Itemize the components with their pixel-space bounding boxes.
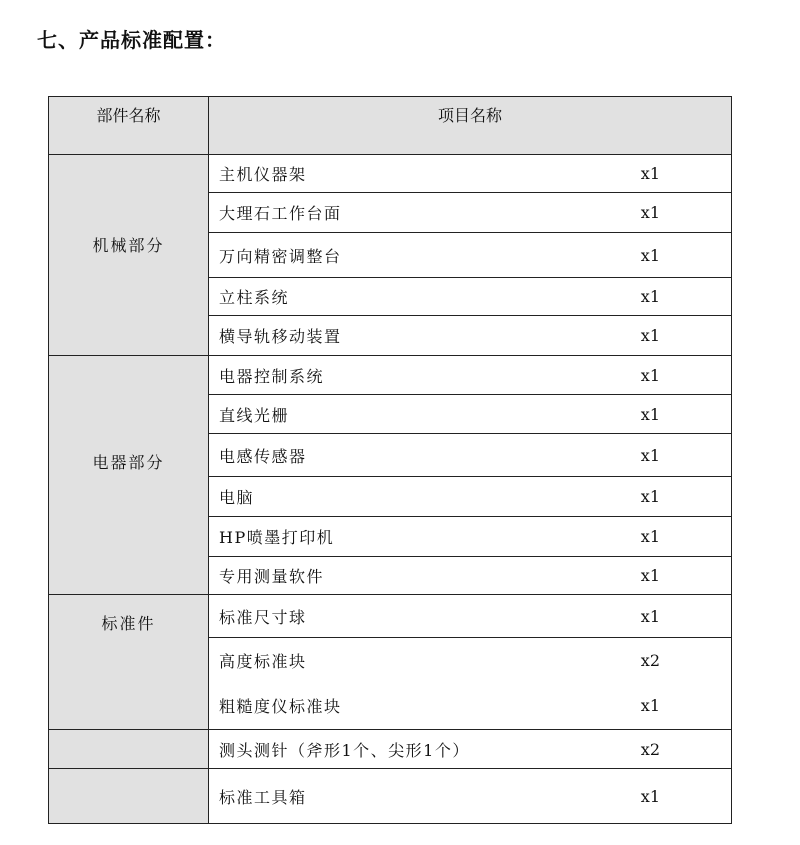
header-category: 部件名称 <box>49 97 209 155</box>
item-qty: x1 <box>640 696 660 716</box>
item-cell <box>209 434 732 477</box>
item-cell <box>209 683 732 730</box>
item-cell <box>209 193 732 233</box>
item-cell <box>209 730 732 769</box>
item-cell <box>209 517 732 557</box>
category-label: 机械部分 <box>92 236 165 255</box>
item-cell <box>209 395 732 434</box>
item-name: 专用测量软件 <box>219 567 325 586</box>
category-cell-empty <box>49 730 209 769</box>
section-title: 七、产品标准配置： <box>37 28 226 52</box>
category-label: 电器部分 <box>92 453 165 472</box>
table-row <box>49 356 732 395</box>
item-name: 直线光栅 <box>219 405 290 425</box>
item-name: 测头测针（斧形1个、尖形1个） <box>219 740 470 760</box>
item-qty: x1 <box>640 487 660 506</box>
item-qty: x1 <box>640 203 660 222</box>
item-name: 电器控制系统 <box>219 366 325 386</box>
configuration-table <box>48 96 732 824</box>
table-row <box>49 769 732 824</box>
item-name: 粗糙度仪标准块 <box>219 697 342 717</box>
item-name: 电脑 <box>219 488 255 507</box>
item-qty: x1 <box>640 527 660 546</box>
item-cell <box>209 769 732 824</box>
item-cell <box>209 477 732 517</box>
category-cell-mechanical <box>49 155 209 356</box>
item-qty: x1 <box>640 606 660 626</box>
table-row <box>49 595 732 638</box>
item-name: 立柱系统 <box>219 288 290 307</box>
table-row <box>49 730 732 769</box>
table-header-row <box>49 97 732 155</box>
item-qty: x1 <box>640 786 660 806</box>
table-row <box>49 155 732 193</box>
item-cell <box>209 595 732 638</box>
item-cell <box>209 155 732 193</box>
item-qty: x1 <box>640 566 660 585</box>
item-cell <box>209 278 732 316</box>
category-cell-electrical <box>49 356 209 595</box>
item-cell <box>209 316 732 356</box>
item-name: 主机仪器架 <box>219 165 307 184</box>
category-cell-standard-parts <box>49 595 209 730</box>
item-qty: x1 <box>640 245 660 265</box>
item-name: 标准尺寸球 <box>219 607 307 627</box>
item-name: HP喷墨打印机 <box>219 528 335 547</box>
item-cell <box>209 557 732 595</box>
item-qty: x1 <box>640 445 660 465</box>
item-qty: x1 <box>640 164 660 183</box>
item-name: 横导轨移动装置 <box>219 327 342 346</box>
item-name: 大理石工作台面 <box>219 204 342 223</box>
category-cell-empty <box>49 769 209 824</box>
item-qty: x2 <box>640 650 660 670</box>
header-item: 项目名称 <box>209 97 732 155</box>
item-qty: x1 <box>640 326 660 345</box>
item-qty: x1 <box>640 287 660 306</box>
item-cell <box>209 356 732 395</box>
category-label: 标准件 <box>101 614 156 633</box>
item-qty: x2 <box>640 739 660 759</box>
item-name: 标准工具箱 <box>219 787 307 807</box>
item-name: 电感传感器 <box>219 446 307 466</box>
item-cell <box>209 638 732 683</box>
item-qty: x1 <box>640 404 660 424</box>
item-name: 高度标准块 <box>219 651 307 671</box>
item-qty: x1 <box>640 365 660 385</box>
item-cell <box>209 233 732 278</box>
item-name: 万向精密调整台 <box>219 246 342 266</box>
